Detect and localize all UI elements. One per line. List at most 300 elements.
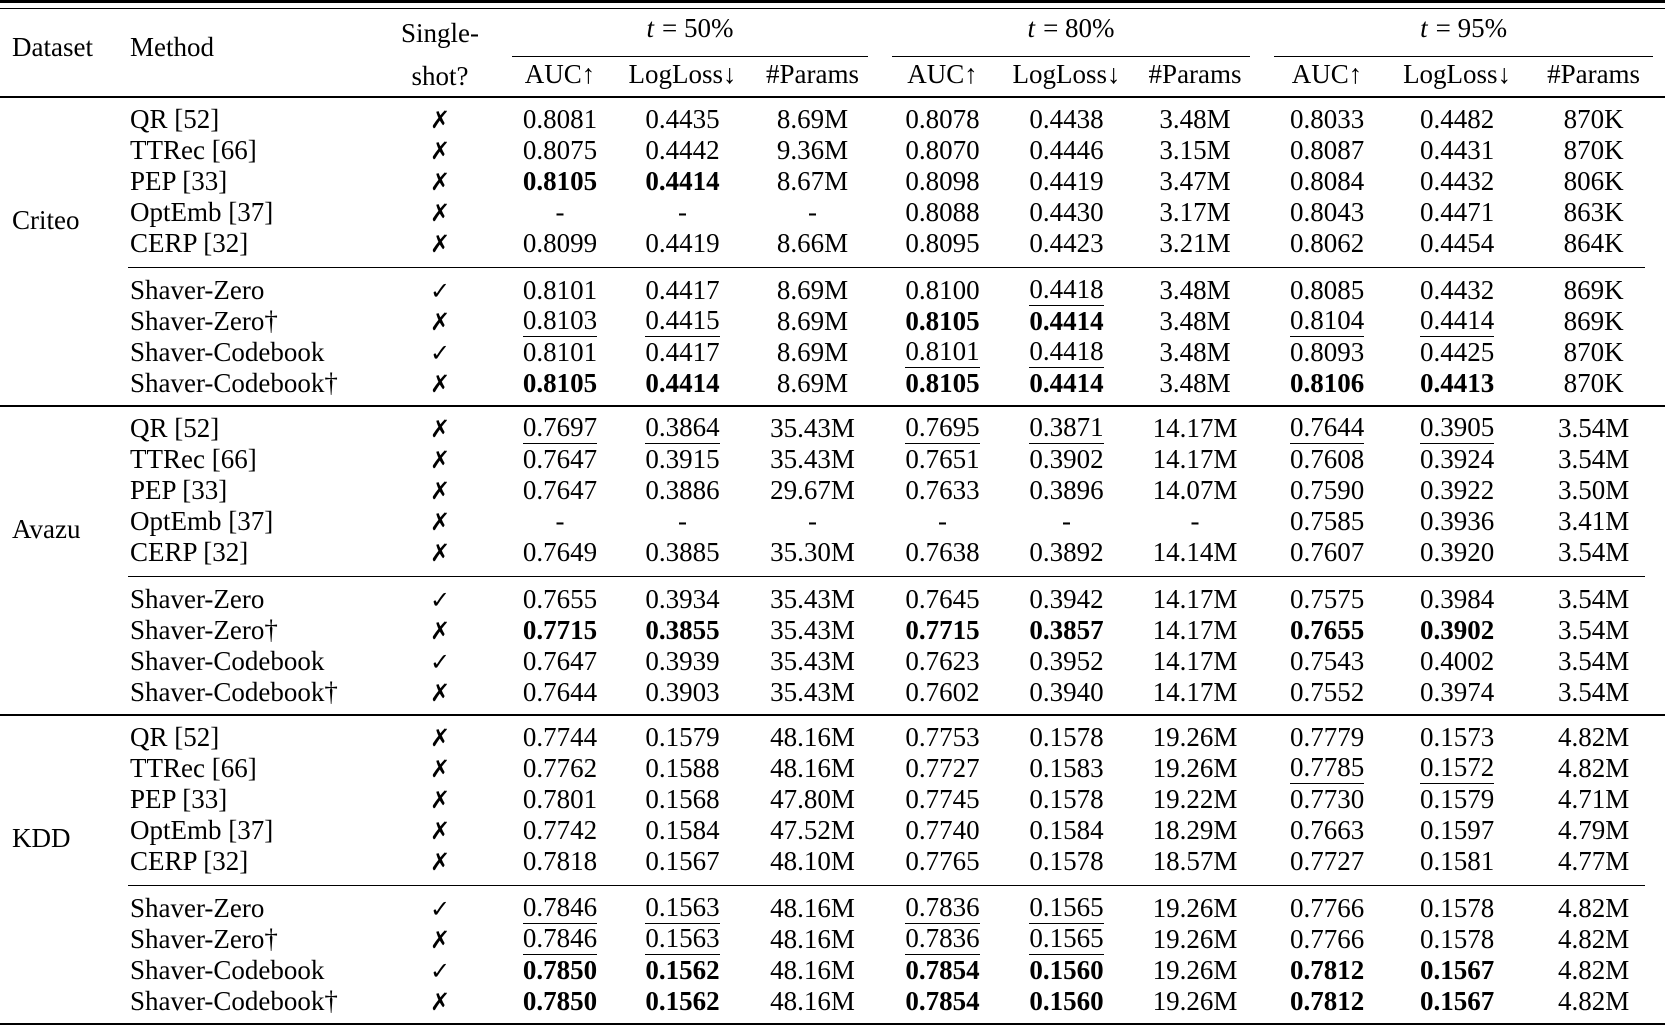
logloss-value-t95: 0.3936 — [1419, 506, 1495, 537]
auc-value-t50: 0.8101 — [522, 275, 598, 306]
logloss-value-t95: 0.1573 — [1419, 722, 1495, 753]
logloss-value-t50: 0.4442 — [645, 135, 720, 166]
params-value-t95: 4.77M — [1557, 846, 1630, 877]
params-value-t50: 35.30M — [770, 537, 855, 568]
single-shot-mark: ✗ — [429, 477, 451, 506]
auc-value-t80: 0.7836 — [905, 923, 980, 954]
single-shot-mark: ✗ — [429, 926, 451, 955]
params-value-t95: 3.50M — [1557, 475, 1630, 506]
table-row — [0, 444, 1665, 475]
table-row — [0, 537, 1665, 568]
col-header-params-t80: #Params — [1148, 59, 1242, 90]
auc-value-t50: 0.7655 — [522, 584, 598, 615]
auc-value-t95: 0.7644 — [1289, 412, 1365, 443]
table-row — [0, 646, 1665, 677]
auc-value-t95: 0.7607 — [1289, 537, 1365, 568]
method-label: Shaver-Zero† — [130, 924, 278, 955]
params-value-t80: 3.48M — [1159, 104, 1231, 135]
auc-value-t80: 0.8098 — [905, 166, 980, 197]
table-row — [0, 306, 1665, 337]
method-label: Shaver-Zero — [130, 584, 265, 615]
logloss-value-t95: 0.1567 — [1419, 955, 1495, 986]
table-bottom-rule — [0, 1023, 1665, 1030]
logloss-value-t50: - — [678, 506, 687, 537]
method-label: QR [52] — [130, 722, 220, 753]
single-shot-mark: ✗ — [429, 168, 451, 197]
method-label: Shaver-Codebook† — [130, 986, 338, 1017]
table-row — [0, 924, 1665, 955]
auc-value-t95: 0.7663 — [1289, 815, 1365, 846]
method-label: CERP [32] — [130, 846, 249, 877]
logloss-value-t50: 0.1563 — [645, 923, 720, 954]
single-shot-mark: ✓ — [429, 895, 451, 924]
params-value-t95: 4.82M — [1557, 924, 1630, 955]
params-value-t80: 19.26M — [1152, 722, 1238, 753]
auc-value-t50: 0.7850 — [522, 986, 598, 1017]
logloss-value-t95: 0.1581 — [1419, 846, 1495, 877]
auc-value-t50: 0.7647 — [522, 444, 598, 475]
auc-value-t50: 0.7715 — [522, 615, 598, 646]
logloss-value-t50: 0.1562 — [645, 955, 720, 986]
logloss-value-t80: 0.3896 — [1029, 475, 1104, 506]
params-value-t50: 48.16M — [770, 924, 855, 955]
params-value-t95: 870K — [1563, 368, 1624, 399]
table-row — [0, 197, 1665, 228]
method-label: QR [52] — [130, 413, 220, 444]
params-value-t50: 8.69M — [776, 368, 849, 399]
logloss-value-t50: 0.1567 — [645, 846, 720, 877]
single-shot-mark: ✗ — [429, 230, 451, 259]
logloss-value-t95: 0.3922 — [1419, 475, 1495, 506]
logloss-value-t95: 0.4414 — [1419, 305, 1495, 336]
logloss-value-t95: 0.3902 — [1419, 615, 1495, 646]
logloss-value-t80: 0.1584 — [1029, 815, 1104, 846]
logloss-value-t95: 0.4482 — [1419, 104, 1495, 135]
auc-value-t50: 0.7697 — [522, 412, 598, 443]
threshold-value: = 80% — [1043, 12, 1115, 43]
params-value-t95: 869K — [1563, 275, 1624, 306]
auc-value-t95: 0.7766 — [1289, 893, 1365, 924]
logloss-value-t80: 0.4414 — [1029, 368, 1104, 399]
table-row — [0, 846, 1665, 877]
params-value-t95: 3.54M — [1557, 677, 1630, 708]
midrule — [110, 568, 1665, 584]
header-row-groups — [0, 9, 1665, 57]
logloss-value-t80: 0.1578 — [1029, 722, 1104, 753]
auc-value-t50: 0.8101 — [522, 337, 598, 368]
logloss-value-t80: 0.1583 — [1029, 753, 1104, 784]
params-value-t95: 4.82M — [1557, 722, 1630, 753]
auc-value-t95: 0.8033 — [1289, 104, 1365, 135]
auc-value-t80: 0.7623 — [905, 646, 980, 677]
params-value-t50: 35.43M — [770, 413, 855, 444]
auc-value-t80: 0.7836 — [905, 892, 980, 923]
params-value-t50: 48.16M — [770, 753, 855, 784]
params-value-t50: 48.16M — [770, 722, 855, 753]
single-shot-mark: ✗ — [429, 508, 451, 537]
params-value-t95: 3.54M — [1557, 646, 1630, 677]
table-header — [0, 9, 1665, 97]
auc-value-t80: 0.8095 — [905, 228, 980, 259]
dataset-label: Avazu — [12, 514, 81, 545]
params-value-t50: - — [808, 506, 818, 537]
single-shot-mark: ✗ — [429, 988, 451, 1017]
params-value-t95: 3.54M — [1557, 444, 1630, 475]
group-separator-row — [0, 877, 1665, 893]
params-value-t80: 3.15M — [1159, 135, 1231, 166]
logloss-value-t95: 0.4454 — [1419, 228, 1495, 259]
single-shot-mark: ✗ — [429, 106, 451, 135]
params-value-t95: 870K — [1563, 104, 1624, 135]
method-label: OptEmb [37] — [130, 197, 274, 228]
params-value-t95: 864K — [1563, 228, 1624, 259]
single-shot-mark: ✗ — [429, 755, 451, 784]
params-value-t95: 806K — [1563, 166, 1624, 197]
dataset-label: KDD — [12, 823, 71, 854]
params-value-t80: 3.21M — [1159, 228, 1231, 259]
logloss-value-t80: 0.3857 — [1029, 615, 1104, 646]
auc-value-t80: 0.7854 — [905, 955, 980, 986]
t-variable: t — [646, 12, 655, 43]
auc-value-t50: 0.8099 — [522, 228, 598, 259]
single-shot-header-line2: shot? — [411, 60, 469, 91]
auc-value-t95: 0.7779 — [1289, 722, 1365, 753]
params-value-t95: 4.82M — [1557, 955, 1630, 986]
auc-value-t50: 0.7762 — [522, 753, 598, 784]
group-separator-row — [0, 259, 1665, 275]
logloss-value-t50: 0.4417 — [645, 337, 720, 368]
single-shot-mark: ✗ — [429, 308, 451, 337]
logloss-value-t50: 0.3855 — [645, 615, 720, 646]
logloss-value-t50: 0.4419 — [645, 228, 720, 259]
auc-value-t95: 0.8104 — [1289, 305, 1365, 336]
single-shot-mark: ✓ — [429, 957, 451, 986]
table-row — [0, 368, 1665, 406]
auc-value-t80: 0.8105 — [905, 368, 980, 399]
single-shot-mark: ✗ — [429, 199, 451, 228]
auc-value-t50: - — [555, 506, 565, 537]
params-value-t95: 3.54M — [1557, 537, 1630, 568]
group-header-t50 — [500, 9, 880, 57]
params-value-t80: 19.26M — [1152, 924, 1238, 955]
logloss-value-t80: 0.3871 — [1029, 412, 1104, 443]
method-label: CERP [32] — [130, 537, 249, 568]
params-value-t80: 19.22M — [1152, 784, 1238, 815]
logloss-value-t50: 0.1588 — [645, 753, 720, 784]
logloss-value-t50: 0.4417 — [645, 275, 720, 306]
table-row — [0, 228, 1665, 259]
method-label: QR [52] — [130, 104, 220, 135]
params-value-t50: - — [808, 197, 818, 228]
table-top-rule — [0, 0, 1665, 9]
auc-value-t50: 0.8075 — [522, 135, 598, 166]
auc-value-t80: 0.7715 — [905, 615, 980, 646]
params-value-t80: 18.29M — [1152, 815, 1238, 846]
auc-value-t50: 0.8081 — [522, 104, 598, 135]
auc-value-t50: 0.7647 — [522, 475, 598, 506]
params-value-t80: 19.26M — [1152, 753, 1238, 784]
method-label: Shaver-Codebook — [130, 955, 325, 986]
auc-value-t50: 0.7850 — [522, 955, 598, 986]
logloss-value-t95: 0.4002 — [1419, 646, 1495, 677]
logloss-value-t50: 0.1562 — [645, 986, 720, 1017]
col-header-auc-t95: AUC↑ — [1291, 59, 1363, 90]
col-header-method: Method — [130, 32, 214, 63]
auc-value-t80: 0.7695 — [905, 412, 980, 443]
auc-value-t80: 0.7765 — [905, 846, 980, 877]
single-shot-mark: ✗ — [429, 817, 451, 846]
group-underline-t80 — [892, 56, 1250, 57]
params-value-t50: 8.69M — [776, 306, 849, 337]
section-avazu — [0, 406, 1665, 715]
params-value-t95: 3.54M — [1557, 615, 1630, 646]
table-row — [0, 986, 1665, 1023]
params-value-t95: 863K — [1563, 197, 1624, 228]
params-value-t95: 4.71M — [1557, 784, 1630, 815]
params-value-t95: 3.54M — [1557, 413, 1630, 444]
auc-value-t95: 0.7730 — [1289, 784, 1365, 815]
method-label: PEP [33] — [130, 784, 228, 815]
logloss-value-t95: 0.3984 — [1419, 584, 1495, 615]
t-variable: t — [1420, 12, 1428, 43]
single-shot-mark: ✗ — [429, 724, 451, 753]
table-row — [0, 815, 1665, 846]
logloss-value-t95: 0.4425 — [1419, 337, 1495, 368]
method-label: Shaver-Zero† — [130, 306, 278, 337]
group-separator-row — [0, 568, 1665, 584]
auc-value-t50: 0.7818 — [522, 846, 598, 877]
single-shot-mark: ✓ — [429, 277, 451, 306]
auc-value-t95: 0.7727 — [1289, 846, 1365, 877]
method-label: Shaver-Codebook† — [130, 368, 338, 399]
auc-value-t50: 0.8105 — [522, 368, 598, 399]
logloss-value-t80: 0.4423 — [1029, 228, 1104, 259]
params-value-t80: 14.17M — [1152, 646, 1238, 677]
auc-value-t80: 0.7638 — [905, 537, 980, 568]
logloss-value-t80: 0.1565 — [1029, 892, 1104, 923]
params-value-t80: 19.26M — [1152, 986, 1238, 1017]
params-value-t80: 3.17M — [1159, 197, 1231, 228]
params-value-t80: 3.48M — [1159, 275, 1231, 306]
logloss-value-t50: 0.4414 — [645, 166, 720, 197]
logloss-value-t50: 0.1579 — [645, 722, 720, 753]
midrule — [110, 259, 1665, 275]
params-value-t50: 35.43M — [770, 646, 855, 677]
auc-value-t80: 0.7727 — [905, 753, 980, 784]
col-header-auc-t80: AUC↑ — [907, 59, 978, 90]
auc-value-t80: 0.8105 — [905, 306, 980, 337]
method-label: Shaver-Zero — [130, 275, 265, 306]
logloss-value-t50: 0.3915 — [645, 444, 720, 475]
logloss-value-t80: 0.1560 — [1029, 986, 1104, 1017]
auc-value-t95: 0.8062 — [1289, 228, 1365, 259]
table-row — [0, 677, 1665, 715]
params-value-t80: - — [1190, 506, 1200, 537]
auc-value-t80: 0.8070 — [905, 135, 980, 166]
col-header-params-t50: #Params — [766, 59, 859, 90]
params-value-t80: 3.48M — [1159, 337, 1231, 368]
logloss-value-t95: 0.1579 — [1419, 784, 1495, 815]
single-shot-mark: ✗ — [429, 786, 451, 815]
table-row — [0, 893, 1665, 924]
table-row — [0, 135, 1665, 166]
table-row — [0, 615, 1665, 646]
table-row — [0, 715, 1665, 753]
params-value-t95: 4.82M — [1557, 986, 1630, 1017]
table-row — [0, 506, 1665, 537]
method-label: OptEmb [37] — [130, 815, 274, 846]
logloss-value-t50: 0.3886 — [645, 475, 720, 506]
group-header-t95 — [1262, 9, 1665, 57]
logloss-value-t80: 0.1560 — [1029, 955, 1104, 986]
table-row — [0, 784, 1665, 815]
auc-value-t80: 0.8100 — [905, 275, 980, 306]
single-shot-mark: ✗ — [429, 415, 451, 444]
params-value-t50: 47.52M — [770, 815, 855, 846]
group-title-t95 — [1262, 14, 1665, 52]
logloss-value-t95: 0.4432 — [1419, 166, 1495, 197]
auc-value-t95: 0.7812 — [1289, 986, 1365, 1017]
params-value-t80: 3.47M — [1159, 166, 1231, 197]
group-title-t80 — [880, 14, 1262, 52]
params-value-t50: 48.16M — [770, 955, 855, 986]
table-row — [0, 955, 1665, 986]
auc-value-t50: 0.7649 — [522, 537, 598, 568]
params-value-t50: 8.67M — [776, 166, 849, 197]
params-value-t50: 8.69M — [776, 275, 849, 306]
col-header-logloss-t95: LogLoss↓ — [1403, 59, 1512, 90]
logloss-value-t80: 0.3940 — [1029, 677, 1104, 708]
logloss-value-t80: 0.4418 — [1029, 336, 1104, 367]
params-value-t50: 29.67M — [770, 475, 855, 506]
logloss-value-t50: 0.1563 — [645, 892, 720, 923]
method-label: PEP [33] — [130, 166, 228, 197]
logloss-value-t80: 0.4446 — [1029, 135, 1104, 166]
auc-value-t50: 0.7846 — [522, 923, 598, 954]
table-row — [0, 753, 1665, 784]
table-row — [0, 475, 1665, 506]
auc-value-t80: 0.8088 — [905, 197, 980, 228]
logloss-value-t80: 0.1578 — [1029, 846, 1104, 877]
params-value-t95: 870K — [1563, 337, 1624, 368]
single-shot-header-line1: Single- — [401, 17, 479, 48]
logloss-value-t80: 0.4438 — [1029, 104, 1104, 135]
params-value-t50: 35.43M — [770, 677, 855, 708]
auc-value-t80: 0.7651 — [905, 444, 980, 475]
logloss-value-t95: 0.4413 — [1419, 368, 1495, 399]
auc-value-t95: 0.8087 — [1289, 135, 1365, 166]
auc-value-t95: 0.7608 — [1289, 444, 1365, 475]
col-header-dataset: Dataset — [12, 32, 93, 63]
logloss-value-t80: 0.4430 — [1029, 197, 1104, 228]
logloss-value-t80: 0.3892 — [1029, 537, 1104, 568]
auc-value-t50: 0.8105 — [522, 166, 598, 197]
params-value-t80: 3.48M — [1159, 306, 1231, 337]
method-label: Shaver-Codebook — [130, 337, 325, 368]
params-value-t50: 48.10M — [770, 846, 855, 877]
table-row — [0, 406, 1665, 444]
logloss-value-t95: 0.3924 — [1419, 444, 1495, 475]
auc-value-t80: 0.7854 — [905, 986, 980, 1017]
logloss-value-t95: 0.1578 — [1419, 924, 1495, 955]
col-header-auc-t50: AUC↑ — [524, 59, 596, 90]
logloss-value-t50: - — [678, 197, 687, 228]
logloss-value-t50: 0.1584 — [645, 815, 720, 846]
params-value-t50: 48.16M — [770, 893, 855, 924]
params-value-t95: 3.41M — [1557, 506, 1630, 537]
logloss-value-t80: 0.1565 — [1029, 923, 1104, 954]
logloss-value-t50: 0.3939 — [645, 646, 720, 677]
method-label: PEP [33] — [130, 475, 228, 506]
table-row — [0, 275, 1665, 306]
group-title-t50 — [500, 14, 880, 52]
single-shot-mark: ✗ — [429, 848, 451, 877]
method-label: Shaver-Codebook† — [130, 677, 338, 708]
method-label: CERP [32] — [130, 228, 249, 259]
logloss-value-t80: 0.4419 — [1029, 166, 1104, 197]
params-value-t80: 3.48M — [1159, 368, 1231, 399]
params-value-t50: 35.43M — [770, 615, 855, 646]
single-shot-mark: ✗ — [429, 137, 451, 166]
auc-value-t80: 0.7633 — [905, 475, 980, 506]
single-shot-mark: ✗ — [429, 679, 451, 708]
params-value-t50: 47.80M — [770, 784, 855, 815]
logloss-value-t50: 0.4435 — [645, 104, 720, 135]
auc-value-t80: 0.7745 — [905, 784, 980, 815]
params-value-t95: 4.82M — [1557, 753, 1630, 784]
group-underline-t95 — [1274, 56, 1653, 57]
method-label: Shaver-Codebook — [130, 646, 325, 677]
midrule — [110, 877, 1665, 893]
auc-value-t80: 0.7602 — [905, 677, 980, 708]
params-value-t50: 35.43M — [770, 584, 855, 615]
params-value-t80: 14.17M — [1152, 615, 1238, 646]
method-label: Shaver-Zero† — [130, 615, 278, 646]
params-value-t95: 3.54M — [1557, 584, 1630, 615]
logloss-value-t95: 0.3905 — [1419, 412, 1495, 443]
single-shot-mark: ✓ — [429, 339, 451, 368]
single-shot-mark: ✗ — [429, 446, 451, 475]
params-value-t95: 869K — [1563, 306, 1624, 337]
auc-value-t95: 0.7543 — [1289, 646, 1365, 677]
auc-value-t80: 0.8078 — [905, 104, 980, 135]
auc-value-t95: 0.7766 — [1289, 924, 1365, 955]
auc-value-t95: 0.7655 — [1289, 615, 1365, 646]
logloss-value-t95: 0.3974 — [1419, 677, 1495, 708]
single-shot-mark: ✓ — [429, 648, 451, 677]
logloss-value-t50: 0.3864 — [645, 412, 720, 443]
auc-value-t95: 0.8093 — [1289, 337, 1365, 368]
params-value-t80: 19.26M — [1152, 893, 1238, 924]
logloss-value-t50: 0.3934 — [645, 584, 720, 615]
auc-value-t95: 0.7552 — [1289, 677, 1365, 708]
auc-value-t95: 0.7812 — [1289, 955, 1365, 986]
params-value-t80: 14.17M — [1152, 444, 1238, 475]
dataset-label: Criteo — [12, 205, 80, 236]
auc-value-t95: 0.7590 — [1289, 475, 1365, 506]
logloss-value-t80: 0.3942 — [1029, 584, 1104, 615]
results-table — [0, 9, 1665, 1023]
auc-value-t50: 0.7801 — [522, 784, 598, 815]
params-value-t80: 14.17M — [1152, 584, 1238, 615]
logloss-value-t80: 0.1578 — [1029, 784, 1104, 815]
params-value-t95: 870K — [1563, 135, 1624, 166]
auc-value-t50: 0.7647 — [522, 646, 598, 677]
auc-value-t80: 0.8101 — [905, 336, 980, 367]
single-shot-mark: ✗ — [429, 370, 451, 399]
params-value-t50: 8.66M — [776, 228, 849, 259]
method-label: TTRec [66] — [130, 753, 257, 784]
